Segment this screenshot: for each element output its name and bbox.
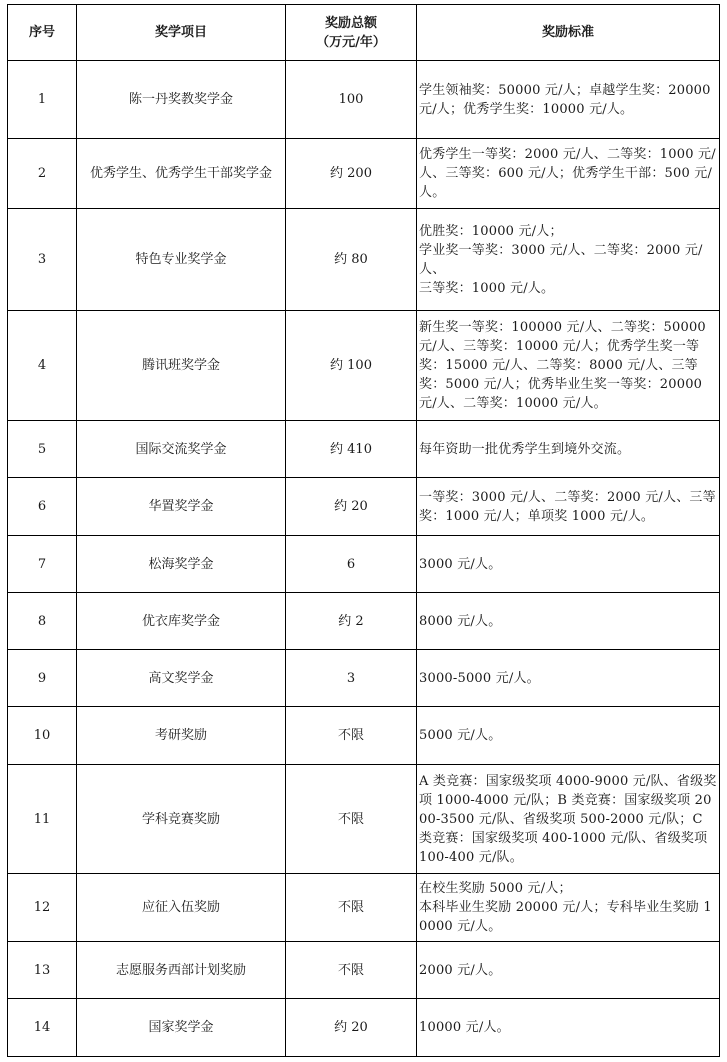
row-index: 1 bbox=[8, 61, 77, 139]
header-project: 奖学项目 bbox=[77, 5, 286, 61]
row-project: 学科竞赛奖励 bbox=[77, 765, 286, 874]
table-row bbox=[8, 61, 720, 139]
row-index: 13 bbox=[8, 942, 77, 999]
header-amount bbox=[286, 5, 417, 61]
row-amount: 约 200 bbox=[286, 139, 417, 209]
row-amount: 3 bbox=[286, 650, 417, 707]
row-index: 7 bbox=[8, 536, 77, 593]
table-row bbox=[8, 650, 720, 707]
row-project: 高文奖学金 bbox=[77, 650, 286, 707]
row-standard: 8000 元/人。 bbox=[417, 593, 720, 650]
row-standard: 10000 元/人。 bbox=[417, 999, 720, 1057]
row-standard: A 类竞赛：国家级奖项 4000-9000 元/队、省级奖项 1000-4000 元/队；B 类竞赛：国家级奖项 2000-3500 元/队、省级奖项 500-2000 元/队；C 类竞赛：国家级奖项 400-1000 元/队、省级奖项 100-400 元/队。 bbox=[417, 765, 720, 874]
row-index: 12 bbox=[8, 874, 77, 942]
row-index: 9 bbox=[8, 650, 77, 707]
row-project: 国家奖学金 bbox=[77, 999, 286, 1057]
row-amount: 约 100 bbox=[286, 311, 417, 421]
row-standard: 在校生奖励 5000 元/人； 本科毕业生奖励 20000 元/人；专科毕业生奖励 10000 元/人。 bbox=[417, 874, 720, 942]
row-standard: 3000 元/人。 bbox=[417, 536, 720, 593]
row-standard: 优秀学生一等奖：2000 元/人、二等奖：1000 元/人、三等奖：600 元/人；优秀学生干部：500 元/人。 bbox=[417, 139, 720, 209]
row-project: 陈一丹奖教奖学金 bbox=[77, 61, 286, 139]
table-row bbox=[8, 311, 720, 421]
row-standard: 3000-5000 元/人。 bbox=[417, 650, 720, 707]
table-header bbox=[8, 5, 720, 61]
header-standard: 奖励标准 bbox=[417, 5, 720, 61]
row-project: 松海奖学金 bbox=[77, 536, 286, 593]
row-index: 4 bbox=[8, 311, 77, 421]
row-standard: 一等奖：3000 元/人、二等奖：2000 元/人、三等奖：1000 元/人；单项奖 1000 元/人。 bbox=[417, 478, 720, 536]
row-amount: 约 2 bbox=[286, 593, 417, 650]
header-amount-line2: （万元/年） bbox=[316, 34, 386, 50]
header-amount-line1: 奖励总额 bbox=[324, 15, 377, 31]
row-project: 应征入伍奖励 bbox=[77, 874, 286, 942]
row-amount: 不限 bbox=[286, 942, 417, 999]
header-row bbox=[8, 5, 720, 61]
table-row bbox=[8, 593, 720, 650]
row-index: 5 bbox=[8, 421, 77, 478]
table-row bbox=[8, 478, 720, 536]
row-index: 8 bbox=[8, 593, 77, 650]
row-project: 优秀学生、优秀学生干部奖学金 bbox=[77, 139, 286, 209]
table-row bbox=[8, 765, 720, 874]
table-row bbox=[8, 139, 720, 209]
table-row bbox=[8, 707, 720, 765]
row-standard: 5000 元/人。 bbox=[417, 707, 720, 765]
header-index: 序号 bbox=[8, 5, 77, 61]
row-project: 腾讯班奖学金 bbox=[77, 311, 286, 421]
table-row bbox=[8, 874, 720, 942]
row-index: 6 bbox=[8, 478, 77, 536]
table-row bbox=[8, 421, 720, 478]
row-project: 考研奖励 bbox=[77, 707, 286, 765]
table-row bbox=[8, 209, 720, 311]
row-amount: 不限 bbox=[286, 874, 417, 942]
row-standard: 新生奖一等奖：100000 元/人、二等奖：50000 元/人、三等奖：10000 元/人；优秀学生奖一等奖：15000 元/人、二等奖：8000 元/人、三等奖：5000 元/人；优秀毕业生奖一等奖：20000 元/人、二等奖：10000 元/人。 bbox=[417, 311, 720, 421]
table-row bbox=[8, 999, 720, 1057]
row-index: 3 bbox=[8, 209, 77, 311]
row-index: 2 bbox=[8, 139, 77, 209]
row-standard: 优胜奖：10000 元/人； 学业奖一等奖：3000 元/人、二等奖：2000 元/人、 三等奖：1000 元/人。 bbox=[417, 209, 720, 311]
row-amount: 约 20 bbox=[286, 478, 417, 536]
row-standard: 2000 元/人。 bbox=[417, 942, 720, 999]
table-body bbox=[8, 61, 720, 1057]
row-index: 11 bbox=[8, 765, 77, 874]
row-index: 10 bbox=[8, 707, 77, 765]
row-amount: 约 80 bbox=[286, 209, 417, 311]
scholarship-table bbox=[7, 4, 720, 1057]
row-amount: 不限 bbox=[286, 765, 417, 874]
row-project: 国际交流奖学金 bbox=[77, 421, 286, 478]
row-amount: 约 410 bbox=[286, 421, 417, 478]
row-project: 华置奖学金 bbox=[77, 478, 286, 536]
row-standard: 学生领袖奖：50000 元/人；卓越学生奖：20000 元/人；优秀学生奖：10000 元/人。 bbox=[417, 61, 720, 139]
row-project: 志愿服务西部计划奖励 bbox=[77, 942, 286, 999]
row-amount: 不限 bbox=[286, 707, 417, 765]
row-standard: 每年资助一批优秀学生到境外交流。 bbox=[417, 421, 720, 478]
table-row bbox=[8, 942, 720, 999]
row-amount: 6 bbox=[286, 536, 417, 593]
table-row bbox=[8, 536, 720, 593]
row-amount: 100 bbox=[286, 61, 417, 139]
row-index: 14 bbox=[8, 999, 77, 1057]
row-project: 优衣库奖学金 bbox=[77, 593, 286, 650]
row-project: 特色专业奖学金 bbox=[77, 209, 286, 311]
row-amount: 约 20 bbox=[286, 999, 417, 1057]
